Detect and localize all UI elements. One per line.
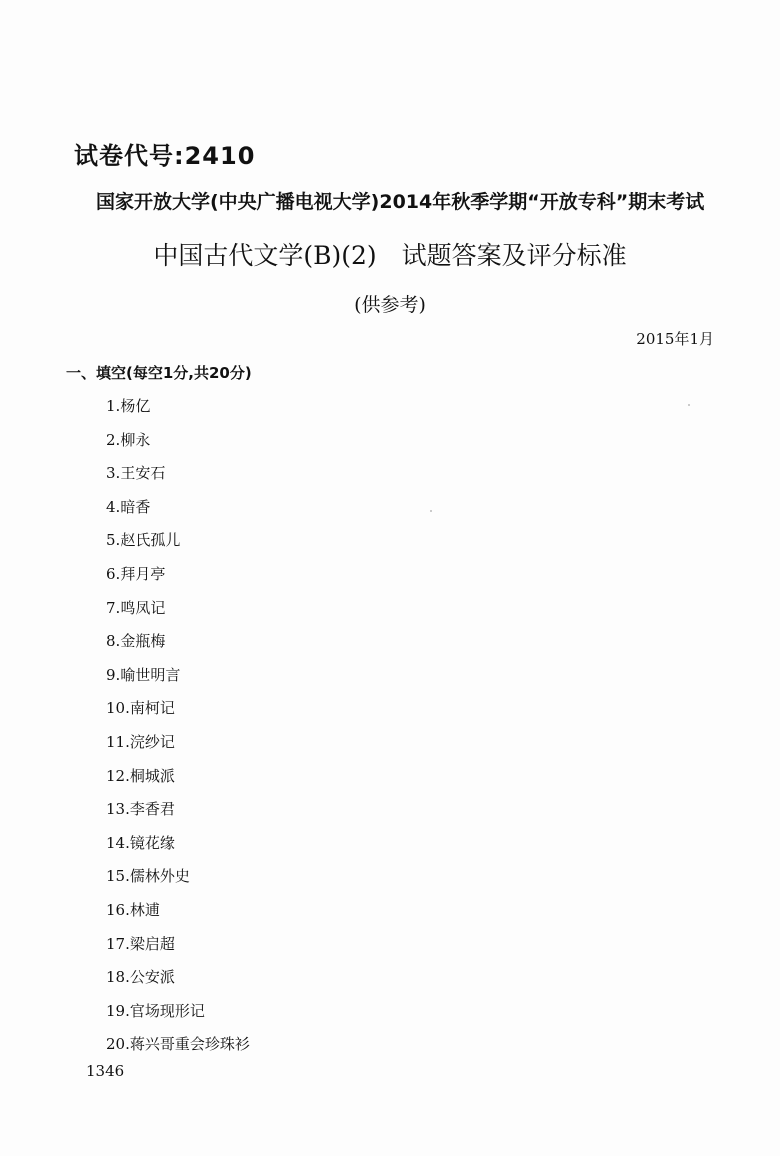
answer-text: 喻世明言 bbox=[120, 665, 181, 684]
answer-number: 12. bbox=[106, 766, 130, 785]
answer-item bbox=[106, 999, 250, 1033]
section-title: 一、填空(每空1分,共20分) bbox=[66, 364, 252, 382]
answer-text: 南柯记 bbox=[129, 699, 175, 718]
answer-text: 暗香 bbox=[120, 497, 151, 516]
answer-text: 李香君 bbox=[129, 800, 175, 819]
answer-number: 3. bbox=[106, 464, 121, 483]
answer-item bbox=[106, 1032, 250, 1066]
answer-text: 蒋兴哥重会珍珠衫 bbox=[129, 1035, 250, 1054]
paper-code: 试卷代号:2410 bbox=[74, 142, 256, 170]
answer-number: 8. bbox=[106, 632, 121, 651]
answer-number: 6. bbox=[106, 564, 121, 583]
answer-list bbox=[106, 394, 250, 1066]
exam-title: 国家开放大学(中央广播电视大学)2014年秋季学期“开放专科”期末考试 bbox=[96, 191, 705, 213]
answer-item bbox=[106, 596, 250, 630]
course-title: 中国古代文学(B)(2) 试题答案及评分标准 bbox=[153, 241, 627, 270]
scan-speck bbox=[430, 510, 432, 512]
answer-number: 7. bbox=[106, 598, 121, 617]
answer-text: 拜月亭 bbox=[120, 564, 166, 583]
page-number: 1346 bbox=[86, 1062, 125, 1080]
answer-text: 梁启超 bbox=[129, 934, 175, 953]
answer-item bbox=[106, 932, 250, 966]
answer-text: 赵氏孤儿 bbox=[120, 531, 181, 550]
scan-speck bbox=[688, 404, 690, 406]
answer-text: 王安石 bbox=[120, 464, 166, 483]
answer-item bbox=[106, 831, 250, 865]
answer-text: 镜花缘 bbox=[129, 833, 175, 852]
answer-number: 2. bbox=[106, 430, 121, 449]
answer-text: 公安派 bbox=[129, 968, 175, 987]
answer-number: 5. bbox=[106, 531, 121, 550]
answer-text: 浣纱记 bbox=[129, 732, 175, 751]
answer-text: 金瓶梅 bbox=[120, 632, 166, 651]
answer-text: 柳永 bbox=[120, 430, 151, 449]
answer-item bbox=[106, 528, 250, 562]
answer-number: 11. bbox=[106, 732, 130, 751]
answer-text: 林逋 bbox=[129, 900, 160, 919]
answer-number: 15. bbox=[106, 867, 130, 886]
answer-item bbox=[106, 428, 250, 462]
answer-item bbox=[106, 965, 250, 999]
answer-item bbox=[106, 696, 250, 730]
answer-text: 儒林外史 bbox=[129, 867, 190, 886]
answer-number: 10. bbox=[106, 699, 130, 718]
exam-date: 2015年1月 bbox=[636, 330, 714, 348]
answer-item bbox=[106, 663, 250, 697]
answer-number: 14. bbox=[106, 833, 130, 852]
answer-text: 鸣凤记 bbox=[120, 598, 166, 617]
answer-text: 杨亿 bbox=[120, 397, 151, 415]
answer-item bbox=[106, 730, 250, 764]
answer-number: 19. bbox=[106, 1001, 130, 1020]
answer-text: 桐城派 bbox=[129, 766, 175, 785]
answer-item bbox=[106, 764, 250, 798]
answer-number: 4. bbox=[106, 497, 121, 516]
answer-number: 9. bbox=[106, 665, 121, 684]
answer-item bbox=[106, 562, 250, 596]
answer-item bbox=[106, 394, 250, 428]
answer-item bbox=[106, 797, 250, 831]
answer-number: 13. bbox=[106, 800, 130, 819]
answer-item bbox=[106, 461, 250, 495]
answer-item bbox=[106, 629, 250, 663]
subtitle: (供参考) bbox=[354, 294, 426, 316]
answer-number: 20. bbox=[106, 1035, 130, 1054]
answer-item bbox=[106, 864, 250, 898]
answer-item bbox=[106, 898, 250, 932]
answer-number: 18. bbox=[106, 968, 130, 987]
answer-item bbox=[106, 495, 250, 529]
answer-number: 1. bbox=[106, 397, 121, 415]
answer-number: 16. bbox=[106, 900, 130, 919]
answer-text: 官场现形记 bbox=[129, 1001, 205, 1020]
answer-number: 17. bbox=[106, 934, 130, 953]
